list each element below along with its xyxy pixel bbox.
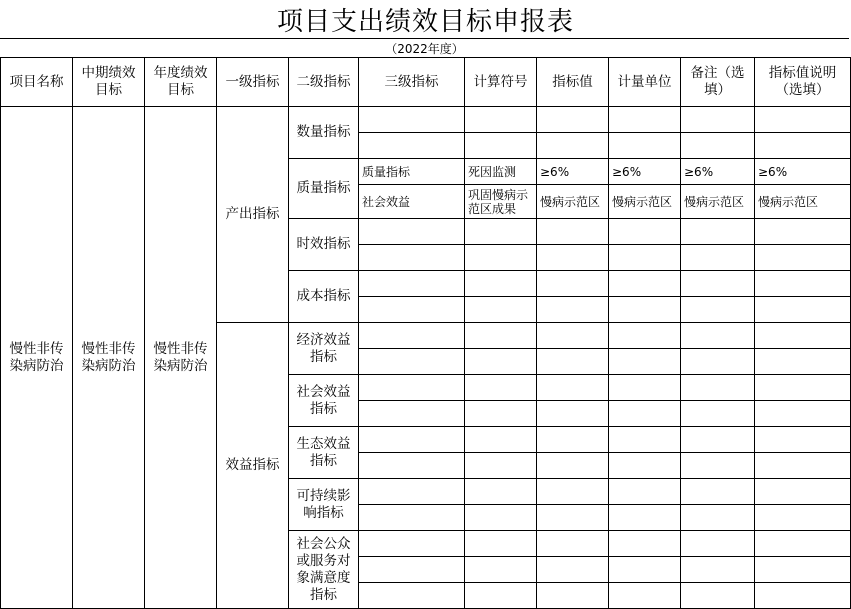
data-cell[interactable] xyxy=(359,375,465,401)
data-cell[interactable] xyxy=(537,349,609,375)
data-cell[interactable] xyxy=(681,479,755,505)
level2-cost-cell: 成本指标 xyxy=(289,271,359,323)
data-cell[interactable] xyxy=(681,531,755,557)
data-cell[interactable] xyxy=(537,245,609,271)
data-cell[interactable] xyxy=(465,375,537,401)
data-cell[interactable] xyxy=(755,219,851,245)
data-cell[interactable] xyxy=(609,245,681,271)
quality-row1-level3[interactable]: 质量指标 xyxy=(359,159,465,185)
data-cell[interactable] xyxy=(359,271,465,297)
data-cell[interactable] xyxy=(537,107,609,133)
level2-timeliness-cell: 时效指标 xyxy=(289,219,359,271)
data-cell[interactable] xyxy=(609,375,681,401)
data-cell[interactable] xyxy=(755,479,851,505)
data-cell[interactable] xyxy=(681,107,755,133)
data-cell[interactable] xyxy=(755,271,851,297)
form-year: （2022年度） xyxy=(0,38,849,58)
header-annual-goal: 年度绩效目标 xyxy=(145,58,217,107)
data-cell[interactable] xyxy=(755,583,851,609)
level2-satisfaction-cell: 社会公众或服务对象满意度指标 xyxy=(289,531,359,609)
quality-row2-symbol[interactable]: 巩固慢病示范区成果 xyxy=(465,185,537,219)
data-cell[interactable] xyxy=(537,531,609,557)
data-cell[interactable] xyxy=(609,133,681,159)
data-cell[interactable] xyxy=(465,133,537,159)
data-cell[interactable] xyxy=(465,557,537,583)
data-cell[interactable] xyxy=(537,297,609,323)
quality-row2-value[interactable]: 慢病示范区 xyxy=(537,185,609,219)
data-cell[interactable] xyxy=(681,401,755,427)
data-cell[interactable] xyxy=(681,133,755,159)
data-cell[interactable] xyxy=(537,479,609,505)
data-cell[interactable] xyxy=(465,505,537,531)
data-cell[interactable] xyxy=(755,349,851,375)
level2-quantity-cell: 数量指标 xyxy=(289,107,359,159)
data-cell[interactable] xyxy=(537,583,609,609)
data-cell[interactable] xyxy=(465,271,537,297)
header-value-desc: 指标值说明（选填） xyxy=(755,58,851,107)
data-cell[interactable] xyxy=(681,323,755,349)
header-unit: 计量单位 xyxy=(609,58,681,107)
quality-row2-level3[interactable]: 社会效益 xyxy=(359,185,465,219)
data-cell[interactable] xyxy=(359,583,465,609)
data-cell[interactable] xyxy=(359,427,465,453)
header-value: 指标值 xyxy=(537,58,609,107)
data-cell[interactable] xyxy=(465,245,537,271)
data-cell[interactable] xyxy=(537,453,609,479)
data-cell[interactable] xyxy=(537,401,609,427)
annual-goal-cell: 慢性非传染病防治 xyxy=(145,107,217,609)
quality-row2-desc[interactable]: 慢病示范区 xyxy=(755,185,851,219)
level1-output-cell: 产出指标 xyxy=(217,107,289,323)
data-cell[interactable] xyxy=(609,453,681,479)
header-level1: 一级指标 xyxy=(217,58,289,107)
data-cell[interactable] xyxy=(359,349,465,375)
data-cell[interactable] xyxy=(755,505,851,531)
header-level3: 三级指标 xyxy=(359,58,465,107)
data-cell[interactable] xyxy=(681,245,755,271)
quality-row1-value[interactable]: ≥6% xyxy=(537,159,609,185)
data-cell[interactable] xyxy=(609,107,681,133)
data-cell[interactable] xyxy=(359,107,465,133)
data-cell[interactable] xyxy=(609,349,681,375)
data-cell[interactable] xyxy=(537,427,609,453)
data-cell[interactable] xyxy=(465,583,537,609)
header-project-name: 项目名称 xyxy=(1,58,73,107)
data-cell[interactable] xyxy=(359,245,465,271)
data-cell[interactable] xyxy=(359,479,465,505)
data-cell[interactable] xyxy=(465,427,537,453)
data-cell[interactable] xyxy=(609,297,681,323)
data-cell[interactable] xyxy=(681,349,755,375)
data-cell[interactable] xyxy=(359,323,465,349)
midterm-goal-cell: 慢性非传染病防治 xyxy=(73,107,145,609)
data-cell[interactable] xyxy=(755,245,851,271)
data-cell[interactable] xyxy=(465,479,537,505)
data-cell[interactable] xyxy=(755,375,851,401)
data-cell[interactable] xyxy=(465,219,537,245)
data-cell[interactable] xyxy=(681,453,755,479)
data-cell[interactable] xyxy=(681,427,755,453)
quality-row1-symbol[interactable]: 死因监测 xyxy=(465,159,537,185)
data-cell[interactable] xyxy=(465,453,537,479)
data-cell[interactable] xyxy=(681,557,755,583)
data-cell[interactable] xyxy=(465,107,537,133)
quality-row2-note[interactable]: 慢病示范区 xyxy=(681,185,755,219)
level2-economic-cell: 经济效益指标 xyxy=(289,323,359,375)
data-cell[interactable] xyxy=(609,219,681,245)
quality-row2-unit[interactable]: 慢病示范区 xyxy=(609,185,681,219)
data-cell[interactable] xyxy=(681,297,755,323)
data-cell[interactable] xyxy=(681,375,755,401)
data-cell[interactable] xyxy=(359,557,465,583)
data-cell[interactable] xyxy=(755,453,851,479)
data-cell[interactable] xyxy=(755,427,851,453)
data-cell[interactable] xyxy=(609,557,681,583)
data-cell[interactable] xyxy=(537,375,609,401)
form-title: 项目支出绩效目标申报表 xyxy=(276,6,574,37)
data-cell[interactable] xyxy=(609,531,681,557)
header-row xyxy=(1,58,851,107)
data-cell[interactable] xyxy=(537,505,609,531)
performance-table xyxy=(0,57,851,609)
data-cell[interactable] xyxy=(537,323,609,349)
data-cell[interactable] xyxy=(755,531,851,557)
data-cell[interactable] xyxy=(537,557,609,583)
data-cell[interactable] xyxy=(609,323,681,349)
header-level2: 二级指标 xyxy=(289,58,359,107)
header-note: 备注（选填） xyxy=(681,58,755,107)
header-symbol: 计算符号 xyxy=(465,58,537,107)
data-cell[interactable] xyxy=(755,323,851,349)
data-cell[interactable] xyxy=(609,271,681,297)
header-midterm-goal: 中期绩效目标 xyxy=(73,58,145,107)
level1-benefit-cell: 效益指标 xyxy=(217,323,289,609)
data-cell[interactable] xyxy=(537,219,609,245)
data-cell[interactable] xyxy=(755,401,851,427)
data-cell[interactable] xyxy=(359,401,465,427)
data-cell[interactable] xyxy=(359,505,465,531)
data-cell[interactable] xyxy=(359,297,465,323)
data-cell[interactable] xyxy=(609,583,681,609)
data-cell[interactable] xyxy=(609,479,681,505)
level2-social-cell: 社会效益指标 xyxy=(289,375,359,427)
level2-ecological-cell: 生态效益指标 xyxy=(289,427,359,479)
quality-row1-unit[interactable]: ≥6% xyxy=(609,159,681,185)
data-cell[interactable] xyxy=(681,271,755,297)
data-cell[interactable] xyxy=(755,297,851,323)
table-row xyxy=(1,107,851,133)
data-cell[interactable] xyxy=(465,349,537,375)
data-cell[interactable] xyxy=(465,323,537,349)
data-cell[interactable] xyxy=(359,531,465,557)
data-cell[interactable] xyxy=(755,107,851,133)
data-cell[interactable] xyxy=(609,401,681,427)
data-cell[interactable] xyxy=(359,133,465,159)
data-cell[interactable] xyxy=(465,297,537,323)
data-cell[interactable] xyxy=(465,401,537,427)
level2-sustainable-cell: 可持续影响指标 xyxy=(289,479,359,531)
data-cell[interactable] xyxy=(537,133,609,159)
data-cell[interactable] xyxy=(359,219,465,245)
data-cell[interactable] xyxy=(537,271,609,297)
data-cell[interactable] xyxy=(681,219,755,245)
quality-row1-note[interactable]: ≥6% xyxy=(681,159,755,185)
data-cell[interactable] xyxy=(609,427,681,453)
data-cell[interactable] xyxy=(609,505,681,531)
data-cell[interactable] xyxy=(465,531,537,557)
project-name-cell: 慢性非传染病防治 xyxy=(1,107,73,609)
quality-row1-desc[interactable]: ≥6% xyxy=(755,159,851,185)
data-cell[interactable] xyxy=(681,505,755,531)
data-cell[interactable] xyxy=(681,583,755,609)
level2-quality-cell: 质量指标 xyxy=(289,159,359,219)
data-cell[interactable] xyxy=(755,557,851,583)
data-cell[interactable] xyxy=(359,453,465,479)
data-cell[interactable] xyxy=(755,133,851,159)
